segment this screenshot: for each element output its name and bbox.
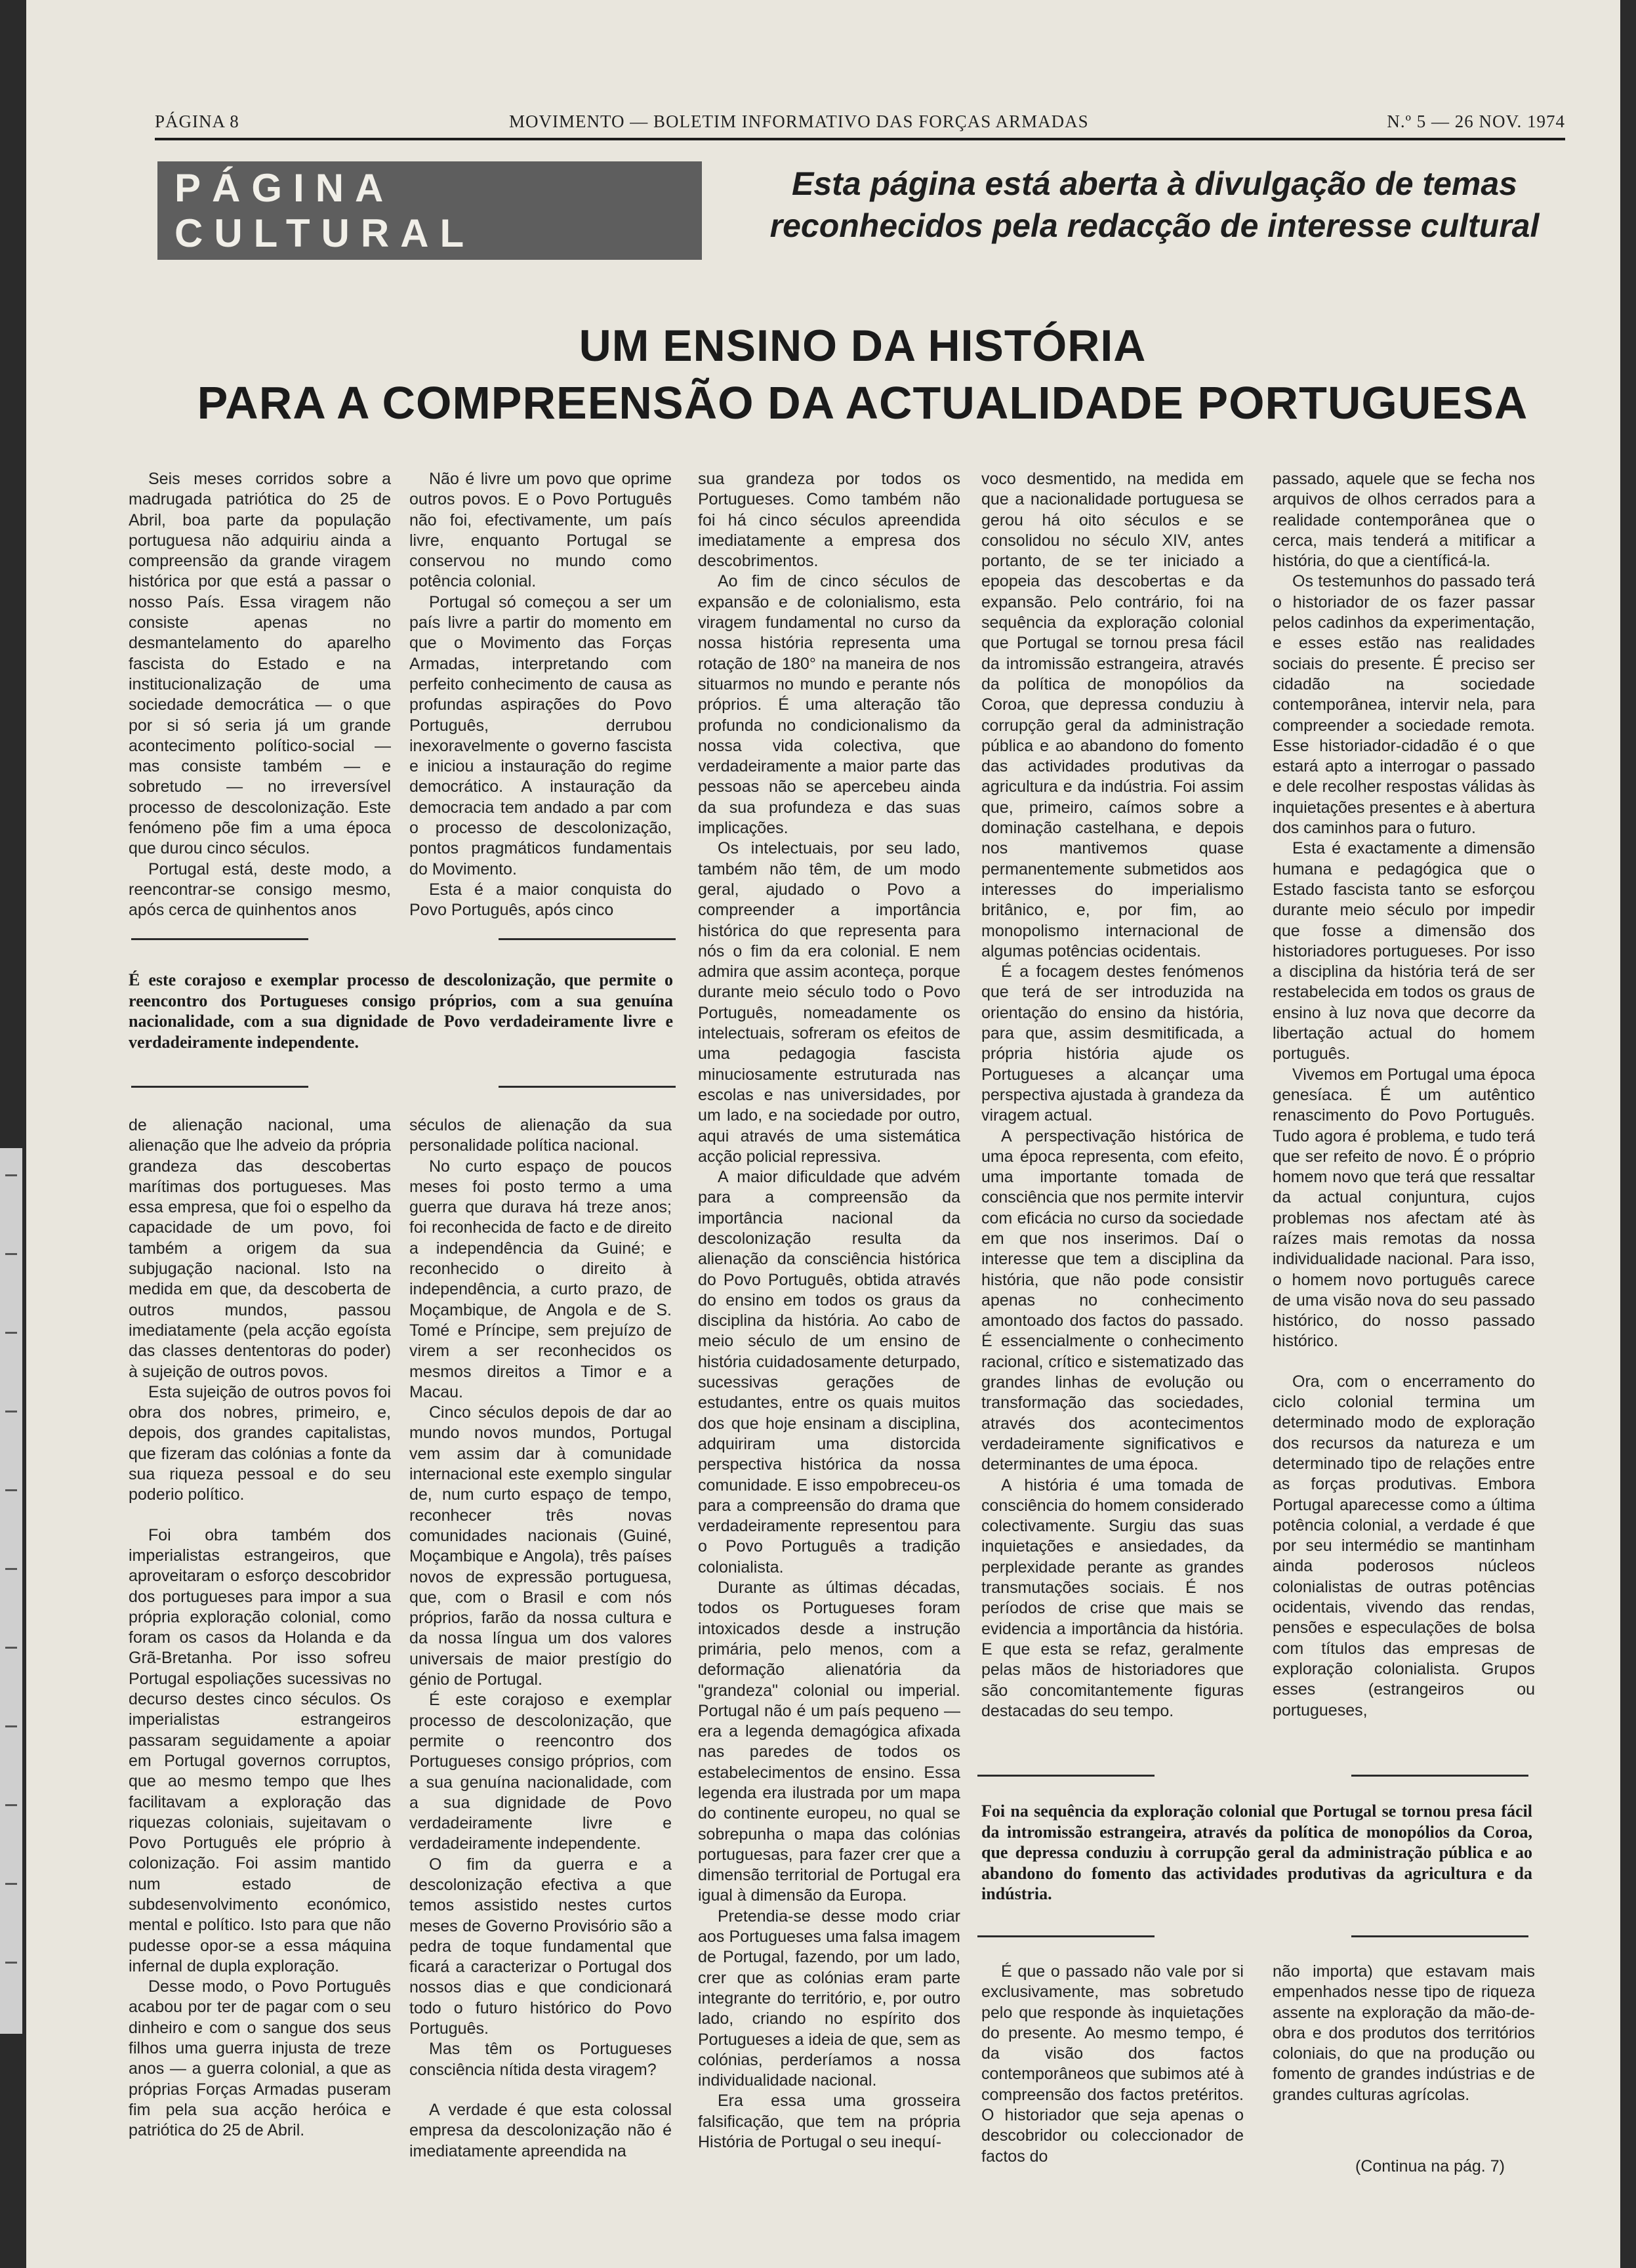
page-header (155, 112, 1565, 138)
column-3 (698, 469, 960, 2153)
section-banner: PÁGINA CULTURAL (157, 161, 702, 260)
separator (131, 938, 308, 940)
paragraph: voco desmentido, na medida em que a nacionalidade portuguesa se gerou há oito séculos e se consolidou no século XIV, antes portanto, de se ter iniciado a epopeia das descobertas e da expansão. Pelo contrário, foi na sequência da exploração colonial que Portugal se tornou presa fácil da intromissão estrangeira, através da política de monopólios da Coroa, que depressa conduziu à corrupção geral da administração pública e ao abandono do fomento das actividades produtivas da agricultura e da indústria. Foi assim que, primeiro, caímos sobre a dominação castelhana, e depois nos mantivemos quase permanentemente submetidos aos interesses do imperialismo britânico, e, por fim, ao monopolismo internacional de algumas potências ocidentais. (981, 470, 1244, 960)
paragraph: A perspectivação histórica de uma época representa, com efeito, uma importante tomada de consciência que nos permite intervir com eficácia no curso da sociedade em que nos inserimos. Daí o interesse que tem a disciplina da história, que não pode consistir apenas no conhecimento amontoado dos factos do passado. É essencialmente o conhecimento racional, crítico e sistematizado das grandes linhas de evolução ou transformação das sociedades, através dos acontecimentos verdadeiramente significativos e determinantes de uma época. (981, 1126, 1244, 1474)
paragraph: Portugal só começou a ser um país livre a partir do momento em que o Movimento das Forças Armadas, interpretando com perfeito conhecimento de causa as profundas aspirações do Povo Português, derrubou inexoravelmente o governo fascista e iniciou a instauração do regime democrático. A instauração da democracia tem andado a par com o processo de descolonização, pontos pragmáticos fundamentais do Movimento. (409, 592, 672, 878)
paragraph: Foi obra também dos imperialistas estrangeiros, que aproveitaram o esforço descobridor dos portugueses para impor a sua própria exploração colonial, como foram os casos da Holanda e da Grã-Bretanha. Por isso sofreu Portugal espoliações sucessivas no decurso destes cinco séculos. Os imperialistas estrangeiros passaram seguidamente a apoiar em Portugal governos corruptos, que ao mesmo tempo que lhes facilitavam a exploração das riquezas coloniais, sujeitavam o Povo Português ele próprio à colonização. Foi assim mantido num estado de subdesenvolvimento económico, mental e político. Isto para que não pudesse opor-se a essa máquina infernal de dupla exploração. (129, 1525, 391, 1975)
paragraph: É a focagem destes fenómenos que terá de ser introduzida na orientação do ensino da história, para que, assim desmitificada, a própria história ajude os Portugueses a alcançar uma perspectiva ajustada à grandeza da viragem actual. (981, 962, 1244, 1125)
paragraph: Cinco séculos depois de dar ao mundo novos mundos, Portugal vem assim dar à comunidade internacional este exemplo singular de, num curto espaço de tempo, reconhecer três novas comunidades nacionais (Guiné, Moçambique e Angola), três países novos de expressão portuguesa, que, com o Brasil e com nós próprios, farão da nossa cultura e da nossa língua um dos valores universais de maior prestígio do génio de Portugal. (409, 1403, 672, 1689)
paragraph: Esta é exactamente a dimensão humana e pedagógica que o Estado fascista tanto se esforçou durante meio século por impedir que fosse a dimensão dos historiadores portugueses. Por isso a disciplina da história terá de ser restabelecida em todos os graus de ensino à luz nova que decorre da libertação actual do homem português. (1273, 839, 1535, 1063)
newspaper-page (26, 0, 1620, 2268)
paragraph: É que o passado não vale por si exclusivamente, mas sobretudo pelo que responde às inquietações do presente. Ao mesmo tempo, é da visão dos factos contemporâneos que subimos até à compreensão dos factos pretéritos. O historiador que seja apenas o descobridor ou coleccionador de factos do (981, 1962, 1244, 2166)
column-1-top (129, 469, 391, 921)
paragraph: Não é livre um povo que oprime outros povos. E o Povo Português não foi, efectivamente, um país livre, enquanto Portugal se conservou no mundo como potência colonial. (409, 470, 672, 591)
paragraph: Seis meses corridos sobre a madrugada patriótica do 25 de Abril, boa parte da população portuguesa não adquiriu ainda a compreensão da grande viragem histórica por que está a passar o nosso País. Essa viragem não consiste apenas no desmantelamento do aparelho fascista do Estado e na institucionalização de uma sociedade democrática — o que por si só seria já um grande acontecimento político-social — mas consiste também — e sobretudo — no irreversível processo de descolonização. Este fenómeno põe fim a uma época que durou cinco séculos. (129, 470, 391, 858)
paragraph: Esta sujeição de outros povos foi obra dos nobres, primeiro, e, depois, dos grandes capitalistas, que fizeram das colónias a fonte da sua riqueza pessoal e do seu poderio político. (129, 1382, 391, 1504)
paragraph: Vivemos em Portugal uma época genesíaca. É um autêntico renascimento do Povo Português. Tudo agora é problema, e tudo terá que ser refeito de novo. É o próprio homem novo que terá que ressaltar da actual conjuntura, cujos problemas nos afectam até às raízes mais remotas da nossa individualidade nacional. Para isso, o homem novo português carece de uma visão nova do seu passado histórico, do nosso passado histórico. (1273, 1065, 1535, 1351)
paragraph: Os testemunhos do passado terá o historiador de os fazer passar pelos cadinhos da experimentação, e esses estão nas realidades sociais do presente. É preciso ser cidadão na sociedade contemporânea, intervir nela, para compreender a sociedade remota. Esse historiador-cidadão é o que estará apto a interrogar o passado e dele recolher respostas válidas às inquietações presentes e à abertura dos caminhos para o futuro. (1273, 572, 1535, 838)
column-4-bottom (981, 1962, 1244, 2167)
column-5 (1273, 469, 1535, 1721)
pull-quote-left: É este corajoso e exemplar processo de descolonização, que permite o reencontro dos Portugueses consigo próprios, com a sua genuína nacionalidade, com a sua dignidade de Povo verdadeiramente livre e verdadeiramente independente. (129, 970, 673, 1052)
paragraph: Os intelectuais, por seu lado, também não têm, de um modo geral, ajudado o Povo a compreender a importância histórica do que representa para nós o fim da era colonial. E nem admira que assim aconteça, porque durante meio século todo o Povo Português, nomeadamente os intelectuais, sofreram os efeitos de uma pedagogia fascista minuciosamente estruturada nas escolas e nas universidades, por um lado, e na sociedade por outro, aqui através de uma sistemática acção policial repressiva. (698, 839, 960, 1166)
paragraph: Mas têm os Portugueses consciência nítida desta viragem? (409, 2040, 672, 2079)
continuation-note: (Continua na pág. 7) (1355, 2157, 1505, 2175)
paragraph: sua grandeza por todos os Portugueses. Como também não foi há cinco séculos apreendida imediatamente a empresa dos descobrimentos. (698, 470, 960, 571)
edge-ruler (0, 1148, 22, 2034)
separator (1351, 1775, 1528, 1777)
paragraph: Portugal está, deste modo, a reencontrar-se consigo mesmo, após cerca de quinhentos anos (129, 859, 391, 920)
column-1-bottom (129, 1115, 391, 2141)
separator (977, 1935, 1155, 1937)
paragraph: A maior dificuldade que advém para a compreensão da importância nacional da descolonização resulta da alienação da consciência histórica do Povo Português, obtida através do ensino em todos os graus da disciplina da história. Ao cabo de meio século de um ensino de história cuidadosamente deturpado, sucessivas gerações de estudantes, entre os quais muitos dos que hoje ensinam a disciplina, adquiriram uma distorcida perspectiva histórica da nossa comunidade. E isso empobreceu-os para a compreensão do drama que verdadeiramente representou para o Povo Português a tradição colonialista. (698, 1168, 960, 1577)
separator (499, 938, 676, 940)
separator (499, 1086, 676, 1088)
paragraph: passado, aquele que se fecha nos arquivos de olhos cerrados para a realidade contemporânea que o cerca, mais tenderá a mitificar a história, do que a científicá-la. (1273, 470, 1535, 571)
paragraph: É este corajoso e exemplar processo de descolonização, que permite o reencontro dos Portugueses consigo próprios, com a sua genuína nacionalidade, com a sua dignidade de Povo verdadeiramente livre e verdadeiramente independente. (409, 1691, 672, 1853)
paragraph: Esta é a maior conquista do Povo Português, após cinco (409, 880, 672, 920)
separator (977, 1775, 1155, 1777)
paragraph: Ao fim de cinco séculos de expansão e de colonialismo, esta viragem fundamental no curso da nossa história representa uma rotação de 180° na maneira de nos situarmos no mundo e perante nós próprios. É uma alteração tão profunda no condicionalismo da nossa vida colectiva, que verdadeiramente a maior parte das pessoas não se apercebeu ainda da sua profundeza e das suas implicações. (698, 572, 960, 838)
section-intro: Esta página está aberta à divulgação de temas reconhecidos pela redacção de interesse cultural (769, 165, 1540, 244)
paragraph: Pretendia-se desse modo criar aos Portugueses uma falsa imagem de Portugal, fazendo, por um lado, crer que as colónias eram parte integrante do território, e, por outro lado, criando no espírito dos Portugueses a ideia de que, sem as colónias, perderíamos a nossa individualidade nacional. (698, 1907, 960, 2090)
header-rule (155, 138, 1565, 140)
paragraph: A verdade é que esta colossal empresa da descolonização não é imediatamente apreendida na (409, 2100, 672, 2160)
paragraph: A história é uma tomada de consciência do homem considerado colectivamente. Surgiu das suas inquietações e ansiedades, da perplexidade perante as grandes transmutações sociais. É nos períodos de crise que mais se evidencia a importância da história. E que esta se refaz, geralmente pelas mãos de historiadores que são concomitantemente figuras destacadas do seu tempo. (981, 1475, 1244, 1720)
pull-quote-right: Foi na sequência da exploração colonial que Portugal se tornou presa fácil da intromissão estrangeira, através da política de monopólios da Coroa, que depressa conduziu à corrupção geral da administração pública e ao abandono do fomento das actividades produtivas da agricultura e da indústria. (981, 1802, 1532, 1903)
paragraph: O fim da guerra e a descolonização efectiva a que temos assistido nestes curtos meses de Governo Provisório são a pedra de toque fundamental que ficará a caracterizar o Portugal dos nossos dias e que condicionará todo o futuro histórico do Povo Português. (409, 1855, 672, 2038)
column-2-bottom (409, 1115, 672, 2162)
separator (131, 1086, 308, 1088)
paragraph: séculos de alienação da sua personalidade política nacional. (409, 1116, 672, 1155)
publication-title: MOVIMENTO — BOLETIM INFORMATIVO DAS FORÇAS ARMADAS (509, 112, 1089, 131)
paragraph: No curto espaço de poucos meses foi posto termo a uma guerra que durava há treze anos; foi reconhecida de facto e de direito a independência da Guiné; e reconhecido o direito à independência, a curto prazo, de Moçambique, de Angola e de S. Tomé e Príncipe, sem prejuízo de virem a ser reconhecidos os mesmos direitos a Timor e a Macau. (409, 1157, 672, 1401)
paragraph: Era essa uma grosseira falsificação, que tem na própria História de Portugal o seu inequí- (698, 2092, 960, 2152)
issue-date: N.º 5 — 26 NOV. 1974 (1387, 112, 1565, 131)
paragraph: Desse modo, o Povo Português acabou por ter de pagar com o seu dinheiro e com o sangue dos seus filhos uma guerra injusta de treze anos — a guerra colonial, a que as próprias Forças Armadas puseram fim pela sua acção heróica e patriótica do 25 de Abril. (129, 1977, 391, 2140)
paragraph: de alienação nacional, uma alienação que lhe adveio da própria grandeza das descobertas marítimas dos portugueses. Mas essa empresa, que foi o espelho da capacidade de um povo, foi também a origem da sua subjugação nacional. Isto na medida em que, da descoberta de outros mundos, passou imediatamente (pela acção egoísta das classes dententoras do poder) à sujeição de outros povos. (129, 1116, 391, 1381)
column-4 (981, 469, 1244, 1722)
paragraph: Ora, com o encerramento do ciclo colonial termina um determinado modo de exploração dos recursos da natureza e um determinado tipo de relações entre as forças produtivas. Embora Portugal aparecesse como a última potência colonial, a verdade é que por seu intermédio se mantinham ainda poderosos núcleos colonialistas de outras potências ocidentais, vivendo das rendas, pensões e especulações de bolsa com títulos das empresas de exploração colonialista. Grupos esses (estrangeiros ou portugueses, (1273, 1372, 1535, 1720)
column-5-bottom (1273, 1962, 1535, 2105)
paragraph: Durante as últimas décadas, todos os Portugueses foram intoxicados desde a instrução primária, pelo menos, com a deformação alienatória da "grandeza" colonial ou imperial. Portugal não é um país pequeno — era a legenda demagógica afixada nas paredes de todos os estabelecimentos de ensino. Essa legenda era ilustrada por um mapa do continente europeu, no qual se sobrepunha o mapa das colónias portuguesas, para fazer crer que a dimensão territorial de Portugal era igual à dimensão da Europa. (698, 1578, 960, 1905)
separator (1351, 1935, 1528, 1937)
column-2-top (409, 469, 672, 921)
headline-line-2: PARA A COMPREENSÃO DA ACTUALIDADE PORTUGUESA (197, 377, 1528, 428)
paragraph: não importa) que estavam mais empenhados nesse tipo de riqueza assente na exploração da mão-de-obra e dos produtos dos territórios coloniais, do que na produção ou fomento de grandes indústrias e de grandes culturas agrícolas. (1273, 1962, 1535, 2104)
headline-line-1: UM ENSINO DA HISTÓRIA (579, 321, 1147, 371)
page-number: PÁGINA 8 (155, 112, 239, 131)
